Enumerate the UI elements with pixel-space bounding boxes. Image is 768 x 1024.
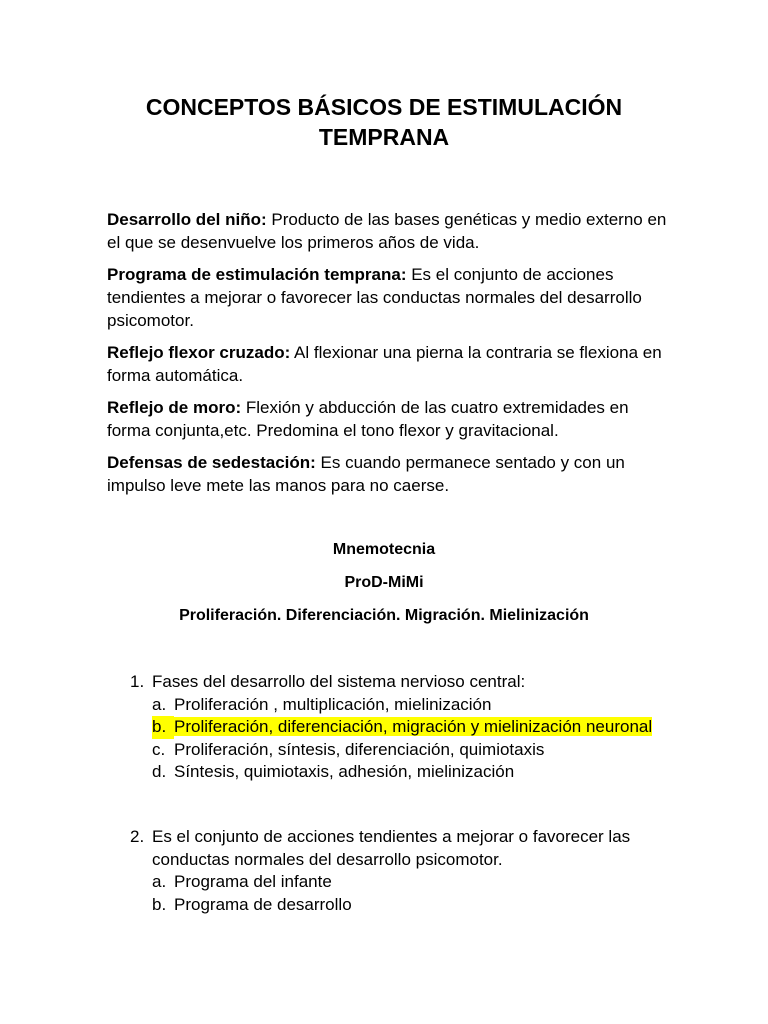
option-letter: b. [152, 716, 174, 739]
option-a [152, 871, 667, 894]
definition-term: Reflejo de moro: [107, 398, 242, 417]
option-list [152, 694, 667, 784]
definition-term: Programa de estimulación temprana: [107, 265, 407, 284]
option-a [152, 694, 667, 717]
option-b [152, 716, 667, 739]
definition-reflejo-moro [107, 396, 667, 442]
question-number: 2. [130, 827, 145, 846]
question-text: Fases del desarrollo del sistema nervioso central: [152, 672, 526, 691]
option-text: Proliferación , multiplicación, mielinización [174, 694, 492, 714]
page-title [0, 92, 768, 152]
definition-programa [107, 263, 667, 332]
definition-text: Es cuando permanece sentado y con un impulso leve mete las manos para no caerse. [107, 453, 625, 495]
definition-reflejo-flexor [107, 341, 667, 387]
option-letter: c. [152, 739, 166, 759]
option-text: Proliferación, síntesis, diferenciación, quimiotaxis [174, 739, 545, 759]
definition-text: Flexión y abducción de las cuatro extremidades en forma conjunta,etc. Predomina el tono flexor y gravitacional. [107, 398, 629, 440]
option-d [152, 761, 667, 784]
definition-defensas [107, 451, 667, 497]
definition-term: Desarrollo del niño: [107, 210, 267, 229]
definition-desarrollo [107, 208, 667, 254]
definitions-section [107, 208, 667, 506]
option-text: Programa de desarrollo [174, 894, 352, 914]
option-letter: b. [152, 894, 167, 914]
definition-term: Defensas de sedestación: [107, 453, 316, 472]
option-list [152, 871, 667, 916]
definition-text: Es el conjunto de acciones tendientes a mejorar o favorecer las conductas normales del desarrollo psicomotor. [107, 265, 642, 330]
question-text: Es el conjunto de acciones tendientes a mejorar o favorecer las conductas normales del desarrollo psicomotor. [152, 827, 631, 869]
mnemonic-expansion: Proliferación. Diferenciación. Migración. Mielinización [179, 607, 589, 624]
option-letter: a. [152, 694, 167, 714]
definition-text: Al flexionar una pierna la contraria se flexiona en forma automática. [107, 343, 662, 385]
option-text: Síntesis, quimiotaxis, adhesión, mielinización [174, 762, 515, 781]
definition-term: Reflejo flexor cruzado: [107, 343, 291, 362]
highlighted-option-text: Proliferación, diferenciación, migración y mielinización neuronal [174, 717, 653, 736]
title-line-2: TEMPRANA [318, 124, 450, 150]
option-b [152, 894, 667, 917]
mnemonic-heading: Mnemotecnia [332, 541, 436, 558]
option-text: Programa del infante [174, 872, 332, 891]
question-1 [107, 671, 667, 784]
option-letter: d. [152, 762, 167, 781]
question-number: 1. [130, 672, 145, 691]
option-c [152, 739, 667, 762]
question-2 [107, 826, 667, 916]
mnemonic-code: ProD-MiMi [344, 574, 424, 591]
option-letter: a. [152, 872, 167, 891]
definition-text: Producto de las bases genéticas y medio externo en el que se desenvuelve los primeros años de vida. [107, 210, 667, 252]
title-line-1: CONCEPTOS BÁSICOS DE ESTIMULACIÓN [145, 94, 623, 120]
